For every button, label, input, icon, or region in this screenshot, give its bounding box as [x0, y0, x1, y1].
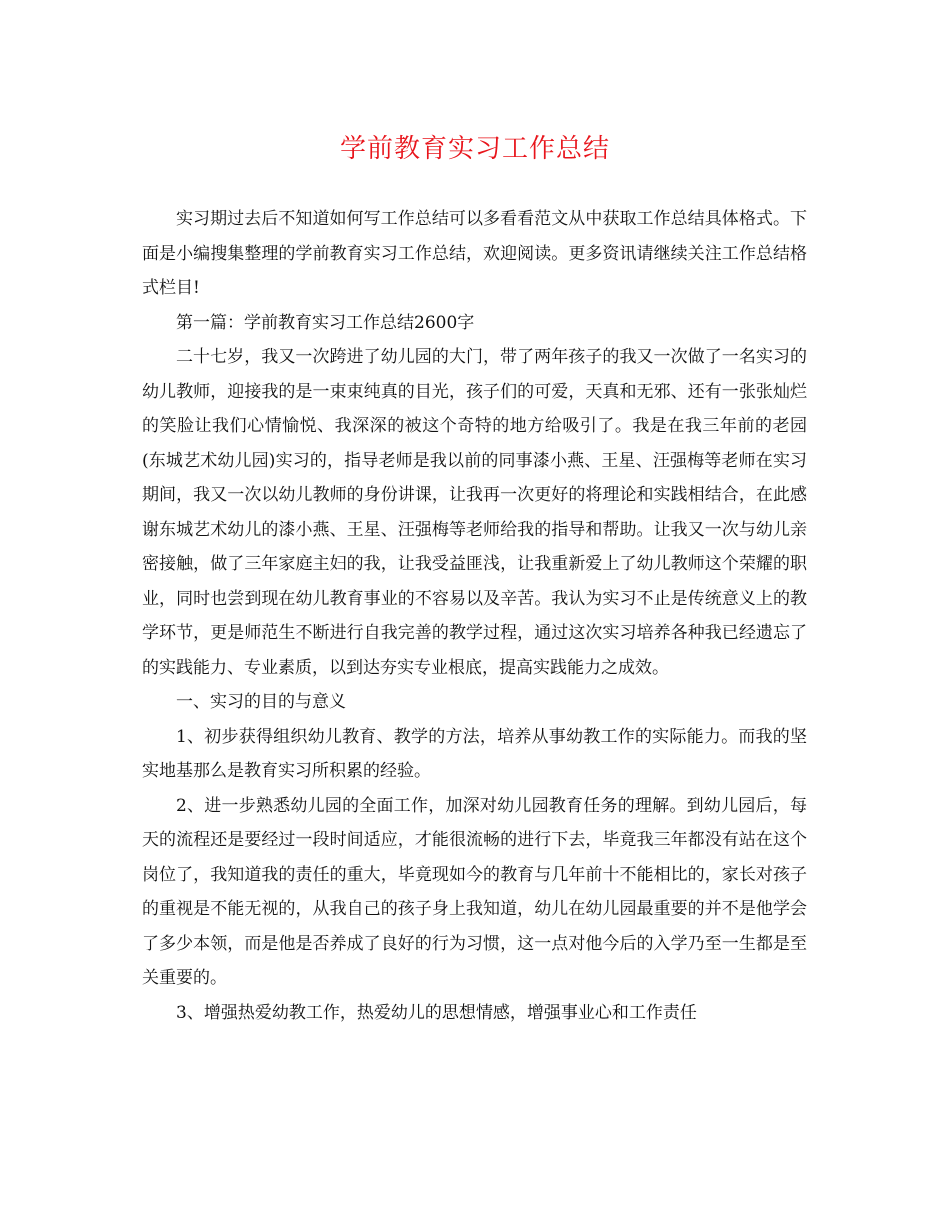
section-heading-purpose: 一、实习的目的与意义 — [176, 692, 346, 712]
document-title: 学前教育实习工作总结 — [339, 134, 610, 164]
document-body — [142, 202, 807, 1030]
intro-paragraph: 实习期过去后不知道如何写工作总结可以多看看范文从中获取工作总结具体格式。下面是小编搜集整理的学前教育实习工作总结，欢迎阅读。更多资讯请继续关注工作总结格式栏目! — [142, 209, 807, 298]
section-heading-part-one: 第一篇：学前教育实习工作总结2600字 — [176, 312, 475, 333]
list-item-1: 1、初步获得组织幼儿教育、教学的方法，培养从事幼教工作的实际能力。而我的坚实地基那么是教育实习所积累的经验。 — [142, 726, 807, 781]
body-paragraph: 二十七岁，我又一次跨进了幼儿园的大门，带了两年孩子的我又一次做了一名实习的幼儿教师，迎接我的是一束束纯真的目光，孩子们的可爱，天真和无邪、还有一张张灿烂的笑脸让我们心情愉悦、我深深的被这个奇特的地方给吸引了。我是在我三年前的老园(东城艺术幼儿园)实习的，指导老师是我以前的同事漆小燕、王星、汪强梅等老师在实习期间，我又一次以幼儿教师的身份讲课，让我再一次更好的将理论和实践相结合，在此感谢东城艺术幼儿的漆小燕、王星、汪强梅等老师给我的指导和帮助。让我又一次与幼儿亲密接触，做了三年家庭主妇的我，让我受益匪浅，让我重新爱上了幼儿教师这个荣耀的职业，同时也尝到现在幼儿教育事业的不容易以及辛苦。我认为实习不止是传统意义上的教学环节，更是师范生不断进行自我完善的教学过程，通过这次实习培养各种我已经遗忘了的实践能力、专业素质，以到达夯实专业根底，提高实践能力之成效。 — [142, 347, 807, 678]
list-item-2: 2、进一步熟悉幼儿园的全面工作，加深对幼儿园教育任务的理解。到幼儿园后，每天的流程还是要经过一段时间适应，才能很流畅的进行下去，毕竟我三年都没有站在这个岗位了，我知道我的责任的重大，毕竟现如今的教育与几年前十不能相比的，家长对孩子的重视是不能无视的，从我自己的孩子身上我知道，幼儿在幼儿园最重要的并不是他学会了多少本领，而是他是否养成了良好的行为习惯，这一点对他今后的入学乃至一生都是至关重要的。 — [142, 795, 807, 988]
list-item-3: 3、增强热爱幼教工作，热爱幼儿的思想情感，增强事业心和工作责任 — [176, 1002, 697, 1023]
